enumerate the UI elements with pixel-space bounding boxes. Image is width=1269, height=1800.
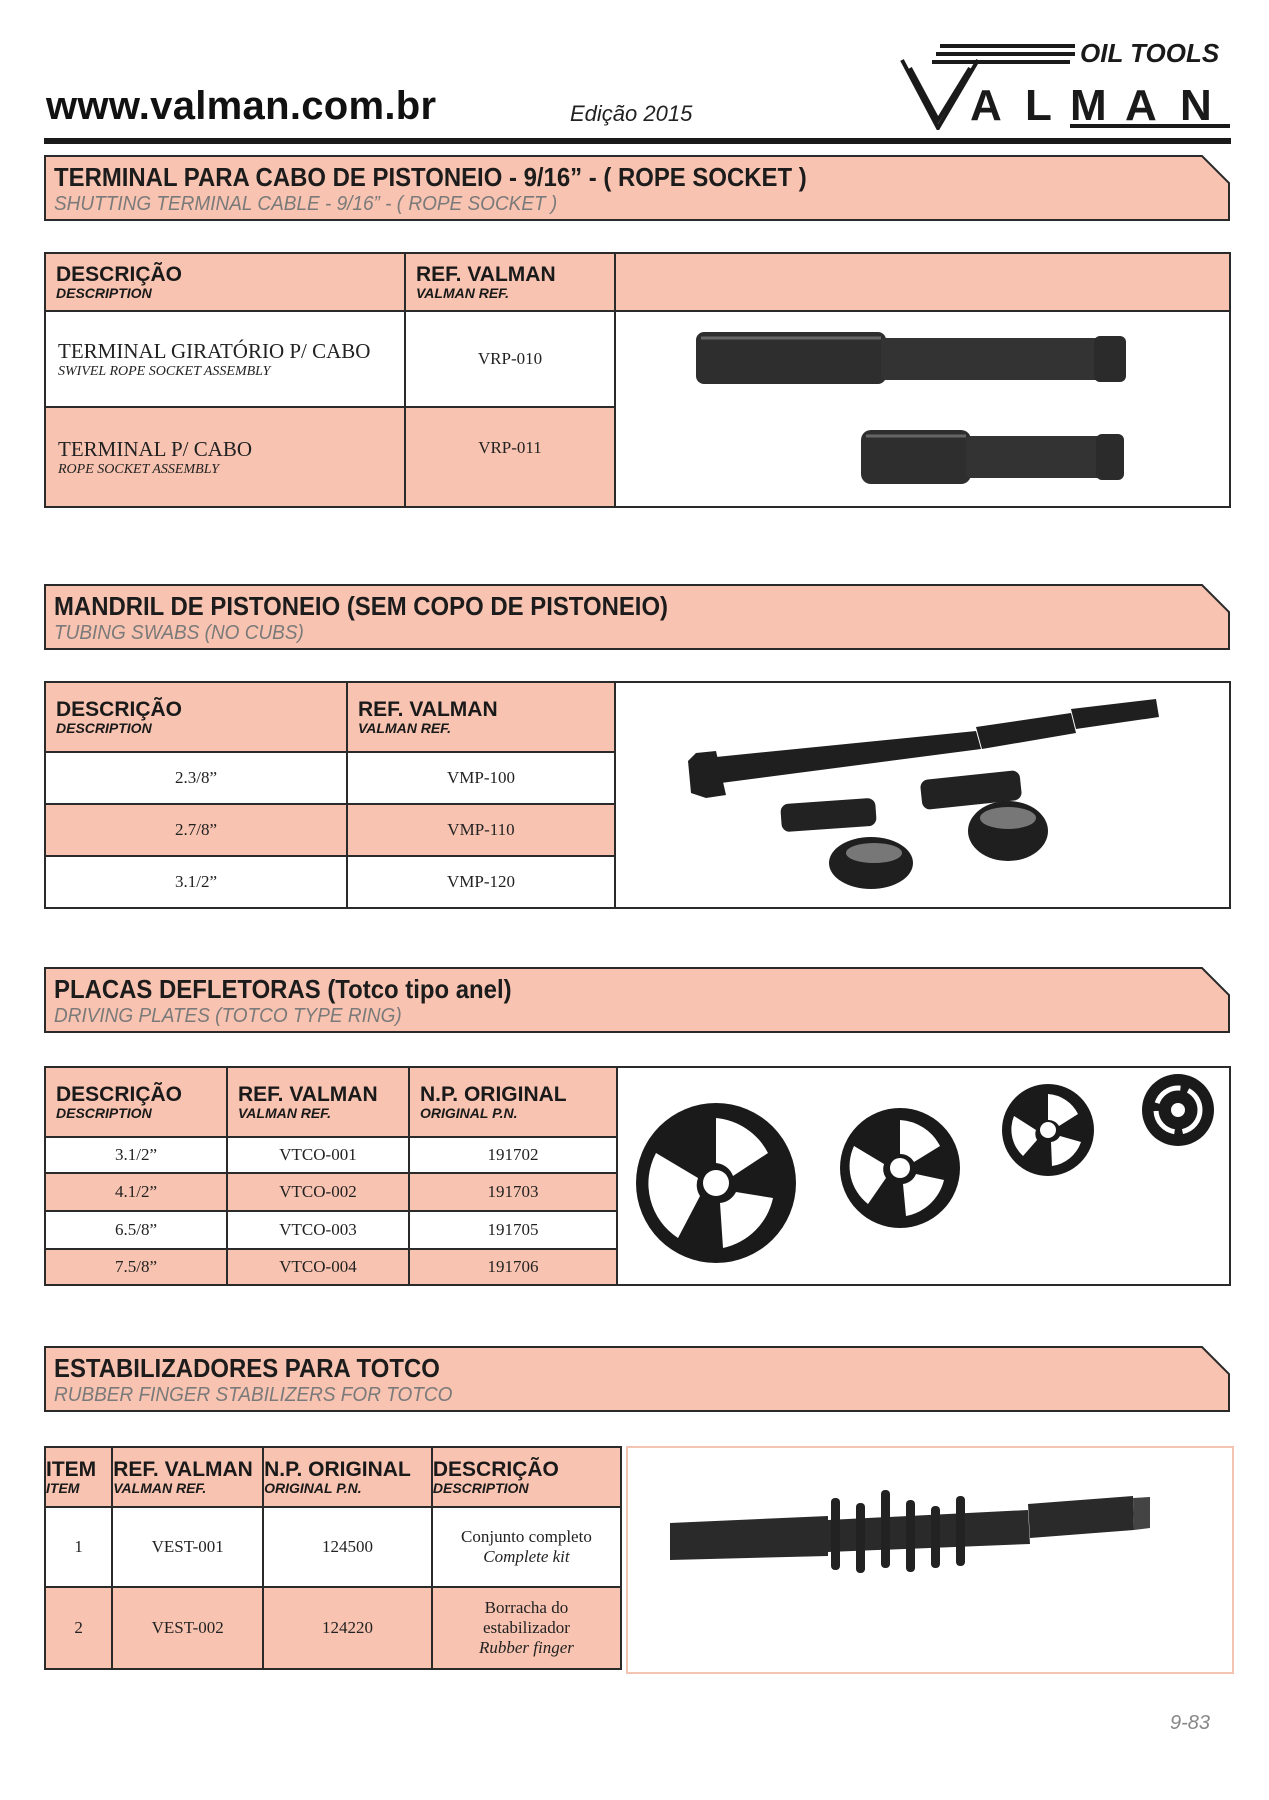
size-cell: 4.1/2” bbox=[45, 1173, 227, 1211]
pn-cell: 191705 bbox=[409, 1211, 617, 1249]
section-title: ESTABILIZADORES PARA TOTCO bbox=[54, 1353, 440, 1383]
header-en: DESCRIPTION bbox=[432, 1479, 529, 1496]
ref-cell: VEST-001 bbox=[112, 1507, 263, 1587]
description-cell bbox=[432, 1507, 621, 1587]
tubing-swab-image bbox=[615, 682, 1230, 908]
ref-cell: VEST-002 bbox=[112, 1587, 263, 1669]
driving-plate-small-icon bbox=[1002, 1084, 1094, 1176]
section-banner-driving-plates bbox=[44, 967, 1230, 1033]
driving-plate-smallest-icon bbox=[1142, 1074, 1214, 1146]
header-pt: N.P. ORIGINAL bbox=[264, 1457, 411, 1481]
ref-cell: VMP-100 bbox=[347, 752, 615, 804]
website-url[interactable]: www.valman.com.br bbox=[46, 84, 437, 128]
ref-cell: VTCO-003 bbox=[227, 1211, 409, 1249]
ref-cell: VMP-110 bbox=[347, 804, 615, 856]
ref-cell: VMP-120 bbox=[347, 856, 615, 908]
pn-cell: 191706 bbox=[409, 1249, 617, 1285]
description-pt: Borracha do estabilizador bbox=[483, 1598, 570, 1637]
driving-plates-table bbox=[44, 1066, 1231, 1286]
size-cell: 6.5/8” bbox=[45, 1211, 227, 1249]
header-pt: REF. VALMAN bbox=[113, 1457, 253, 1481]
svg-text:N: N bbox=[1180, 81, 1212, 130]
section-banner-rope-socket bbox=[44, 155, 1230, 221]
table-row bbox=[45, 1587, 621, 1669]
description-pt: Conjunto completo bbox=[461, 1527, 592, 1546]
header-en: ORIGINAL P.N. bbox=[264, 1479, 362, 1496]
svg-text:A: A bbox=[970, 81, 1002, 130]
header-en: ITEM bbox=[46, 1479, 80, 1496]
header-en: DESCRIPTION bbox=[56, 719, 152, 736]
section-subtitle: TUBING SWABS (NO CUBS) bbox=[54, 622, 304, 644]
pn-cell: 191702 bbox=[409, 1137, 617, 1173]
table-header-row bbox=[45, 253, 1230, 311]
header-en: VALMAN REF. bbox=[416, 284, 510, 301]
swivel-rope-socket-icon bbox=[696, 332, 1126, 384]
ref-cell: VTCO-001 bbox=[227, 1137, 409, 1173]
section-banner-tubing-swabs bbox=[44, 584, 1230, 650]
svg-text:L: L bbox=[1025, 81, 1052, 130]
tubing-swab-table bbox=[44, 681, 1231, 909]
svg-text:OIL TOOLS: OIL TOOLS bbox=[1080, 38, 1220, 68]
header-cell bbox=[45, 682, 347, 752]
section-title: MANDRIL DE PISTONEIO (SEM COPO DE PISTONEIO) bbox=[54, 591, 669, 621]
size-cell: 3.1/2” bbox=[45, 1137, 227, 1173]
header-cell bbox=[409, 1067, 617, 1137]
header-pt: DESCRIÇÃO bbox=[56, 697, 183, 721]
header-en: VALMAN REF. bbox=[238, 1104, 332, 1121]
section-subtitle: RUBBER FINGER STABILIZERS FOR TOTCO bbox=[54, 1384, 453, 1406]
section-subtitle: DRIVING PLATES (TOTCO TYPE RING) bbox=[54, 1005, 402, 1027]
description-cell bbox=[45, 311, 405, 407]
size-cell: 2.3/8” bbox=[45, 752, 347, 804]
ref-cell: VTCO-004 bbox=[227, 1249, 409, 1285]
size-cell: 3.1/2” bbox=[45, 856, 347, 908]
header-cell bbox=[347, 682, 615, 752]
pn-cell: 124220 bbox=[263, 1587, 432, 1669]
header-cell bbox=[227, 1067, 409, 1137]
rope-socket-table bbox=[44, 252, 1231, 508]
edition-label: Edição 2015 bbox=[570, 101, 693, 126]
header-cell bbox=[45, 1447, 112, 1507]
stabilizers-table bbox=[44, 1446, 622, 1670]
description-en: SWIVEL ROPE SOCKET ASSEMBLY bbox=[58, 363, 271, 379]
size-cell: 7.5/8” bbox=[45, 1249, 227, 1285]
description-cell bbox=[45, 407, 405, 507]
rope-socket-image bbox=[615, 311, 1230, 507]
item-cell: 1 bbox=[45, 1507, 112, 1587]
description-en: Complete kit bbox=[483, 1547, 570, 1566]
table-header-row bbox=[45, 682, 1230, 752]
header-cell-empty bbox=[615, 253, 1230, 311]
header-pt: REF. VALMAN bbox=[358, 697, 498, 721]
size-cell: 2.7/8” bbox=[45, 804, 347, 856]
driving-plates-image bbox=[617, 1067, 1230, 1285]
section-banner-stabilizers bbox=[44, 1346, 1230, 1412]
header-pt: DESCRIÇÃO bbox=[56, 1082, 183, 1106]
header-cell bbox=[45, 253, 405, 311]
pn-cell: 124500 bbox=[263, 1507, 432, 1587]
table-row bbox=[45, 1507, 621, 1587]
table-row bbox=[45, 311, 1230, 407]
section-title: PLACAS DEFLETORAS (Totco tipo anel) bbox=[54, 974, 512, 1004]
header-pt: DESCRIÇÃO bbox=[56, 262, 183, 286]
driving-plate-large-icon bbox=[636, 1103, 796, 1263]
description-pt: TERMINAL P/ CABO bbox=[58, 436, 253, 461]
description-en: ROPE SOCKET ASSEMBLY bbox=[58, 461, 219, 477]
pn-cell: 191703 bbox=[409, 1173, 617, 1211]
section-title: TERMINAL PARA CABO DE PISTONEIO - 9/16” - ( ROPE SOCKET ) bbox=[54, 162, 807, 192]
header-en: DESCRIPTION bbox=[56, 1104, 152, 1121]
header-cell bbox=[432, 1447, 621, 1507]
page-number: 9-83 bbox=[1169, 1712, 1210, 1734]
table-header-row bbox=[45, 1067, 1230, 1137]
item-cell: 2 bbox=[45, 1587, 112, 1669]
svg-text:M: M bbox=[1070, 81, 1107, 130]
header-en: DESCRIPTION bbox=[56, 284, 152, 301]
table-header-row bbox=[45, 1447, 621, 1507]
rope-socket-icon bbox=[861, 430, 1124, 484]
header-en: ORIGINAL P.N. bbox=[420, 1104, 518, 1121]
description-en: Rubber finger bbox=[478, 1638, 574, 1657]
header-cell bbox=[405, 253, 615, 311]
header-pt: REF. VALMAN bbox=[416, 262, 556, 286]
ref-cell: VTCO-002 bbox=[227, 1173, 409, 1211]
ref-cell: VRP-011 bbox=[405, 407, 615, 507]
driving-plate-medium-icon bbox=[840, 1108, 960, 1228]
stabilizer-image bbox=[626, 1446, 1234, 1674]
ref-cell: VRP-010 bbox=[405, 311, 615, 407]
header-cell bbox=[45, 1067, 227, 1137]
header-pt: N.P. ORIGINAL bbox=[420, 1082, 567, 1106]
svg-text:A: A bbox=[1125, 81, 1157, 130]
description-cell bbox=[432, 1587, 621, 1669]
header-cell bbox=[263, 1447, 432, 1507]
header-pt: ITEM bbox=[46, 1457, 97, 1481]
description-pt: TERMINAL GIRATÓRIO P/ CABO bbox=[58, 338, 371, 363]
header-divider bbox=[44, 138, 1231, 144]
header-en: VALMAN REF. bbox=[358, 719, 452, 736]
section-subtitle: SHUTTING TERMINAL CABLE - 9/16” - ( ROPE SOCKET ) bbox=[54, 193, 558, 215]
header-pt: DESCRIÇÃO bbox=[432, 1457, 559, 1481]
header-pt: REF. VALMAN bbox=[238, 1082, 378, 1106]
valman-logo bbox=[900, 38, 1235, 130]
header-cell bbox=[112, 1447, 263, 1507]
header-en: VALMAN REF. bbox=[113, 1479, 207, 1496]
